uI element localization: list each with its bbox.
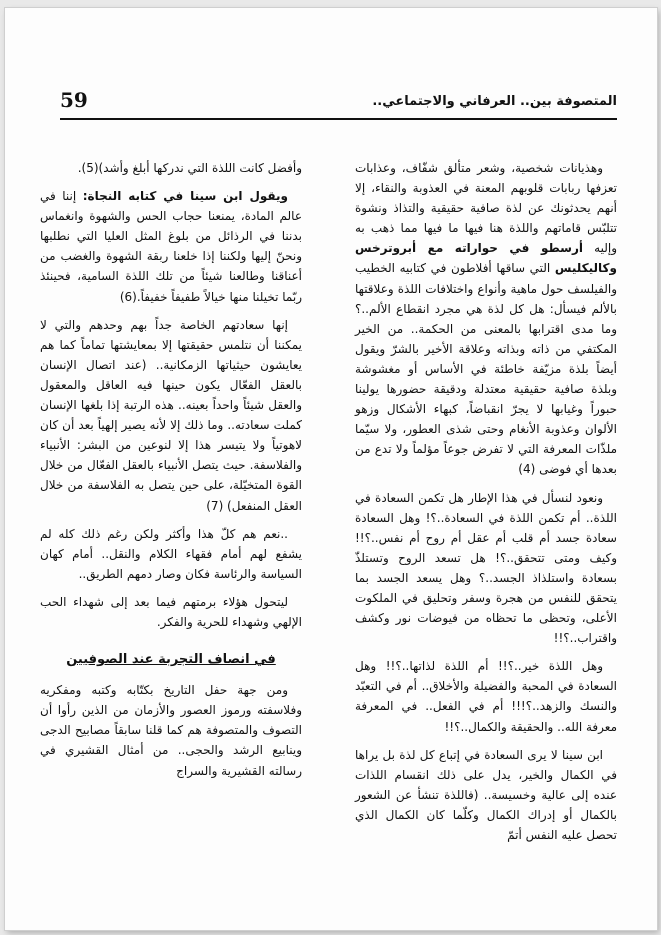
right-column	[355, 158, 617, 853]
paragraph: إنها سعادتهم الخاصة جداً بهم وحدهم والتي لا يمكننا أن نتلمس حقيقتها إلا بمعايشتها تماماً كما هم يعايشون حيثياتها الزمكانية.. (عند اتصال الإنسان بالعقل الفعّال يكون حينها فيه العاقل والمعقول والعقل شيئاً واحداً بعينه.. هذه الرتبة إذا بلغها الإنسان كملت سعادته.. وما ذلك إلا لأنه يصير إلهياً بعد أن كان لاهوتياً ولا يتيسر هذا إلا لنوعين من البشر: الأنبياء والفلاسفة. حيث يتصل الأنبياء بالعقل الفعّال من خلال القوة المتخيّلة، على حين يتصل به الفلاسفة من خلال العقل المنفعل) (7)	[40, 317, 302, 513]
paragraph: ونعود لنسأل في هذا الإطار هل تكمن السعادة في اللذة.. أم تكمن اللذة في السعادة..؟! وهل السعادة سعادة جسد أم قلب أم عقل أم روح أم نفس..؟!! وكيف ومتى تتحقق..؟! هل تسعد الروح وتستلذّ بسعادة واستلذاذ الجسد..؟ وهل يسعد الجسد بما يتحقق للنفس من هجرة وسفر وتحليق في الملكوت الأعلى، وتحظى ما تحظاه من فيوضات نور وكشف واقتراب..؟!!	[355, 490, 617, 646]
page-header	[60, 88, 617, 120]
paragraph	[355, 158, 617, 480]
paragraph	[40, 186, 302, 307]
page-number: 59	[60, 88, 88, 112]
paragraph-text: التي ساقها أفلاطون في كتابيه الخطيب والفيلسف حول ماهية وأنواع واختلافات اللذة وعلاقتها بالألم فيسأل: هل كل لذة هي مجرد انقطاع الألم..؟ وما مدى اقترابها بالمعنى من الحكمة.. من الخير المكتفي من ذاته وبذاته وعلاقة الأخير بالشرّ ويقول أيضاً بلذة مزيّفة خاطئة في الأساس أو مغشوشة وبلذة صافية حقيقية معتدلة ودقيقة حضورها يولينا حبوراً وغيابها لا يجرّ انقباضاً، كبهاء الأشكال وزهو الألوان وعذوبة الأنغام وحتى شذى العطور، ولا سيّما ملذّات المعرفة التي لا تفرض جوعاً مؤلماً ولا تدع من بعدها أي فوضى (4)	[355, 261, 617, 477]
paragraph: ابن سينا لا يرى السعادة في إتباع كل لذة بل يراها في الكمال والخير، يدل على ذلك انقسام اللذات عنده إلى عالية وخسيسة.. (فاللذة تنشأ عن الشعور بالكمال أو إدراك الكمال وكلّما كان الكمال الذي تحصل عليه النفس أتمّ	[355, 747, 617, 842]
paragraph-text: وهذيانات شخصية، وشعر متألق شفّاف، وعذابات تعزفها ربابات قلوبهم المعنة في العذوبة والنقاء، إلا أنهم يحدثونك عن لذة صافية حقيقية والتذاذ ونشوة تتلبّس قاماتهم واللذة هنا فيها ما فيها مما ذهب به وإليه	[355, 161, 617, 256]
header-rule	[60, 118, 617, 120]
section-heading: في انصاف التجربة عند الصوفيين	[66, 652, 276, 668]
paragraph: وهل اللذة خير..؟!! أم اللذة لذاتها..؟!! وهل السعادة في المحبة والفضيلة والأخلاق.. أم في التعبّد والنسك والزهد..؟!!! أم في الفعل.. في المعرفة معرفة الله.. والحقيقة والكمال..؟!!	[355, 659, 617, 734]
paragraph: ومن جهة حفل التاريخ بكتّابه وكتبه ومفكريه وفلاسفته ورموز العصور والأزمان من الذين رأوا أن التصوف والمتصوفة هم كما قلنا سابقاً مصابيح الدجى وينابيع الرشد والحجى.. من أمثال القشيري في رسالته القشيرية والسراج	[40, 683, 302, 778]
page	[5, 8, 657, 930]
paragraph: وأفضل كانت اللذة التي ندركها أبلغ وأشد)(5).	[77, 161, 302, 175]
bold-phrase: ويقول ابن سينا في كتابه النجاة:	[82, 189, 288, 204]
paragraph: ليتحول هؤلاء برمتهم فيما بعد إلى شهداء الحب الإلهي وشهداء للحرية والفكر.	[40, 594, 302, 629]
paragraph: ..نعم هم كلّ هذا وأكثر ولكن رغم ذلك كله لم يشفع لهم أمام فقهاء الكلام والنقل.. أمام كهان السياسة والرئاسة فكان وصار دمهم الطريق..	[40, 526, 302, 581]
paragraph-text: إننا في عالم المادة، يمنعنا حجاب الحس والشهوة وانغماس بدننا في الرذائل من بلوغ المثل العليا التي نطلبها ونحنّ إليها ولكننا إذا خلعنا ربقة الشهوة والغضب من أعناقنا وطالعنا شيئاً من تلك اللذة السامية، فحينئذ ربّما تخيلنا منها خيالاً طفيفاً خفيفاً.(6)	[40, 189, 302, 304]
left-column	[40, 158, 302, 789]
bold-phrase: أرسطو في حواراته مع أبروترخس وكاليكليس	[355, 241, 617, 276]
running-title: المتصوفة بين.. العرفاني والاجتماعي..	[372, 94, 617, 109]
